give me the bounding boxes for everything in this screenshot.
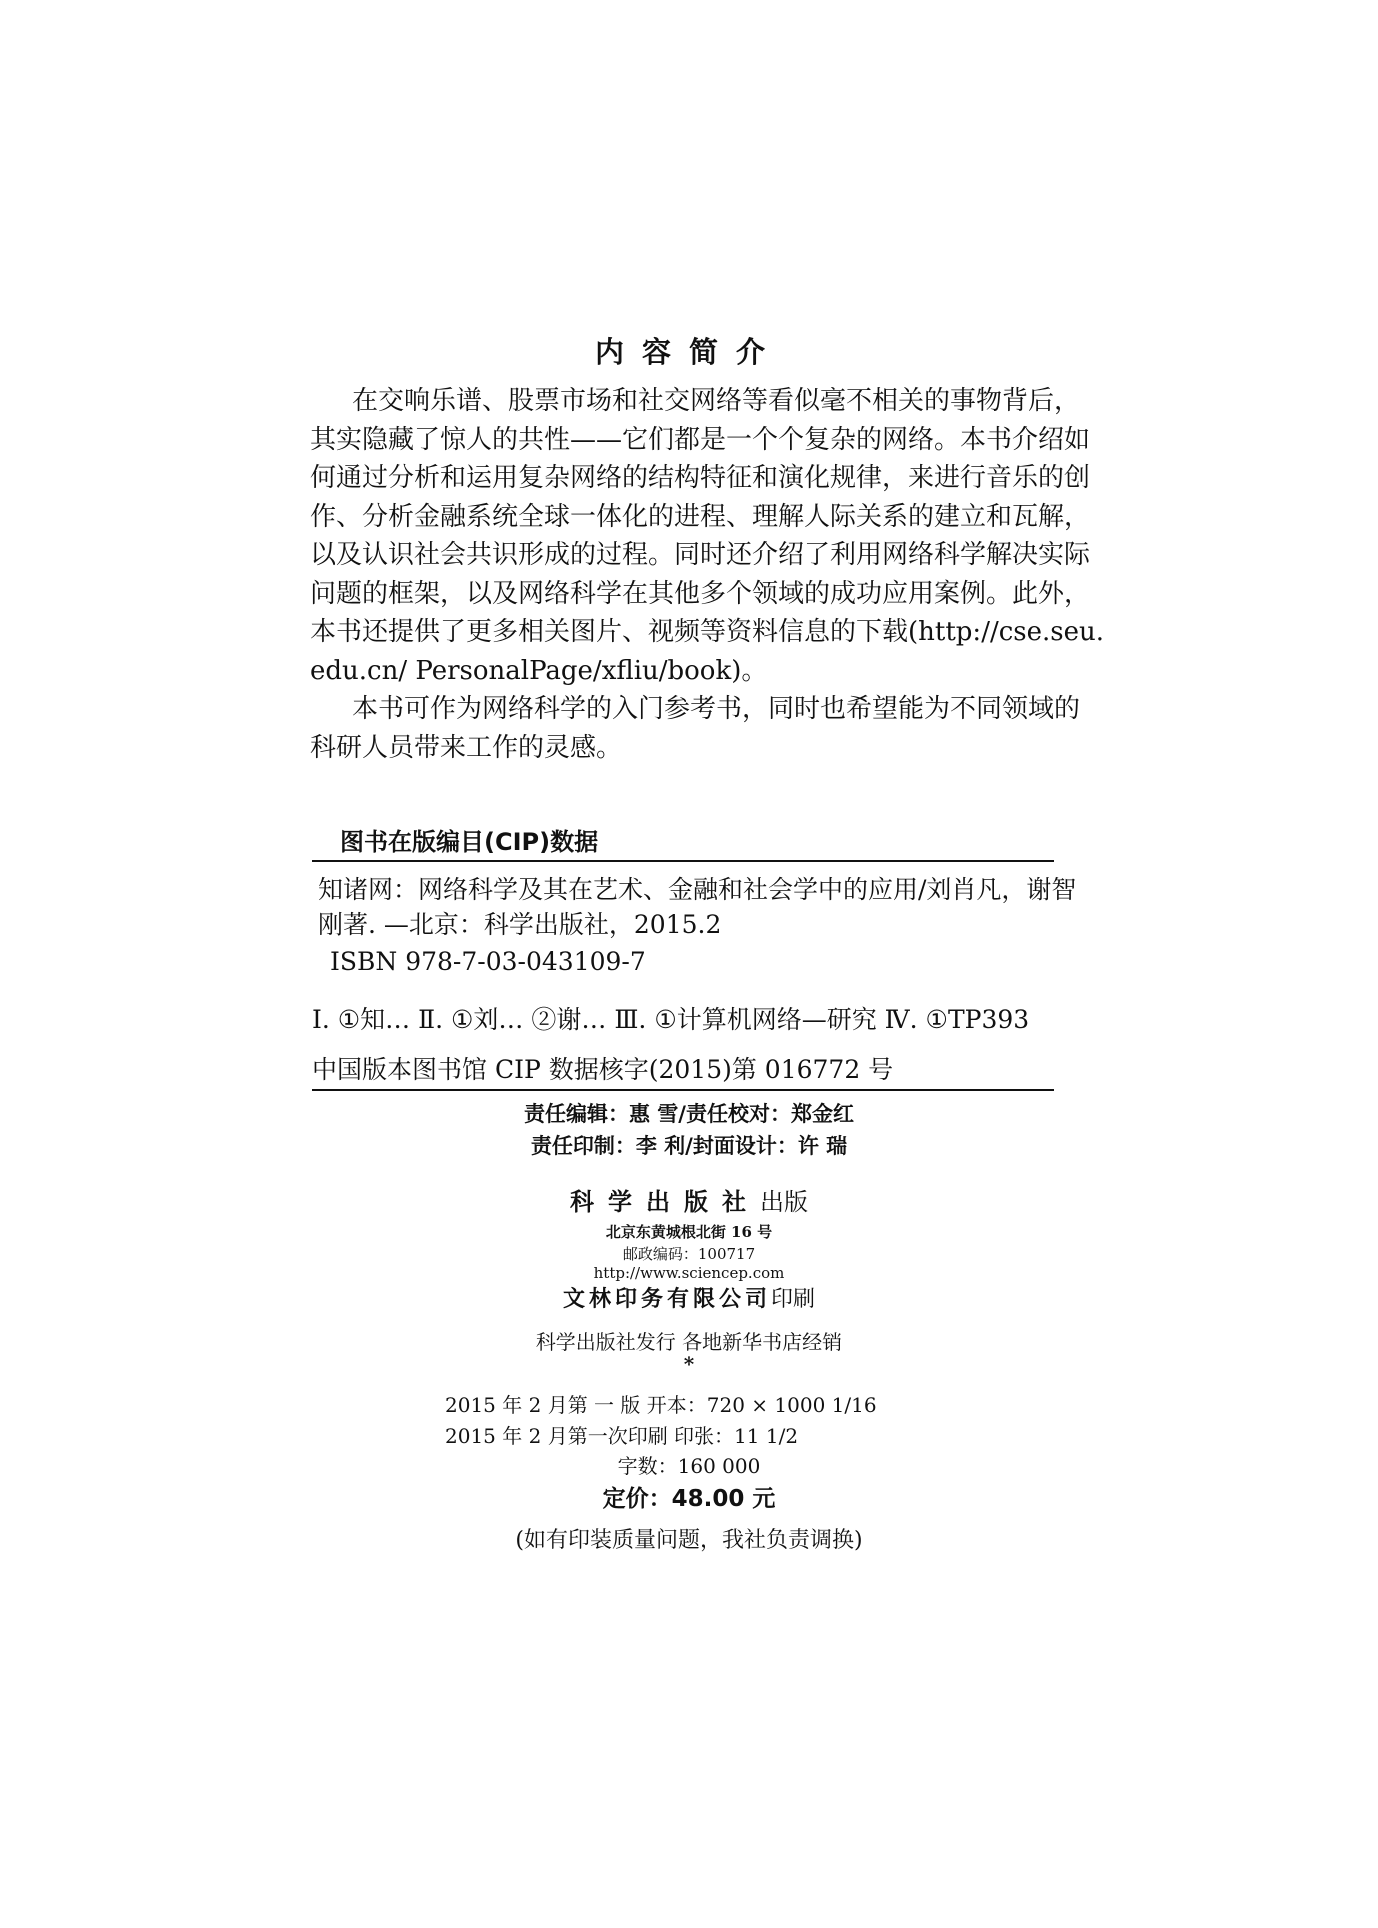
distribution-note: 科学出版社发行 各地新华书店经销 — [535, 1330, 843, 1354]
summary-line: 何通过分析和运用复杂网络的结构特征和演化规律，来进行音乐的创 — [310, 463, 1091, 493]
publisher-address: 北京东黄城根北街 16 号 — [605, 1223, 773, 1241]
cip-bottom-rule — [312, 1089, 1054, 1091]
summary-line: 其实隐藏了惊人的共性——它们都是一个个复杂的网络。本书介绍如 — [310, 424, 1091, 455]
editor-credits: 责任编辑：惠 雪/责任校对：郑金红 — [524, 1102, 854, 1126]
cip-record-number: 中国版本图书馆 CIP 数据核字(2015)第 016772 号 — [312, 1055, 894, 1084]
printer-name: 文林印务有限公司 — [562, 1287, 771, 1312]
summary-title: 内容简介 — [594, 335, 783, 369]
summary-body — [310, 382, 1105, 767]
production-credits: 责任印制：李 利/封面设计：许 瑞 — [530, 1134, 848, 1158]
price: 定价：48.00 元 — [602, 1486, 776, 1512]
cip-top-rule — [312, 860, 1054, 862]
cip-classification: Ⅰ. ①知… Ⅱ. ①刘… ②谢… Ⅲ. ①计算机网络—研究 Ⅳ. ①TP393 — [312, 1005, 1030, 1034]
summary-line: 科研人员带来工作的灵感。 — [310, 732, 623, 763]
summary-line: 在交响乐谱、股票市场和社交网络等看似毫不相关的事物背后， — [352, 386, 1081, 416]
postal-code: 邮政编码：100717 — [622, 1245, 756, 1263]
edition-info: 2015 年 2 月第 一 版 开本：720 × 1000 1/16 — [445, 1393, 877, 1417]
publisher-website: http://www.sciencep.com — [593, 1264, 785, 1282]
quality-notice: (如有印装质量问题，我社负责调换) — [515, 1528, 863, 1553]
summary-line: 本书可作为网络科学的入门参考书，同时也希望能为不同领域的 — [352, 694, 1081, 724]
printing-info: 2015 年 2 月第一次印刷 印张：11 1/2 — [445, 1424, 799, 1448]
printer-line — [0, 1282, 1378, 1313]
summary-line: edu.cn/ PersonalPage/xfliu/book)。 — [310, 655, 768, 686]
cip-title: 图书在版编目(CIP)数据 — [340, 828, 599, 856]
cip-isbn: ISBN 978-7-03-043109-7 — [330, 947, 646, 976]
publisher-name: 科学出版社 — [570, 1188, 760, 1216]
summary-line: 问题的框架，以及网络科学在其他多个领域的成功应用案例。此外， — [310, 578, 1091, 609]
publisher-suffix: 出版 — [760, 1188, 808, 1216]
cip-line-2: 刚著. —北京：科学出版社，2015.2 — [318, 910, 722, 939]
word-count: 字数：160 000 — [617, 1454, 761, 1478]
separator-star: * — [683, 1352, 695, 1376]
cip-line-1: 知诸网：网络科学及其在艺术、金融和社会学中的应用/刘肖凡，谢智 — [318, 875, 1077, 904]
printer-suffix: 印刷 — [771, 1287, 816, 1312]
publisher-line — [0, 1182, 1378, 1217]
summary-line: 本书还提供了更多相关图片、视频等资料信息的下载(http://cse.seu. — [310, 617, 1105, 647]
summary-line: 以及认识社会共识形成的过程。同时还介绍了利用网络科学解决实际 — [310, 540, 1091, 570]
summary-line: 作、分析金融系统全球一体化的进程、理解人际关系的建立和瓦解， — [310, 501, 1091, 532]
